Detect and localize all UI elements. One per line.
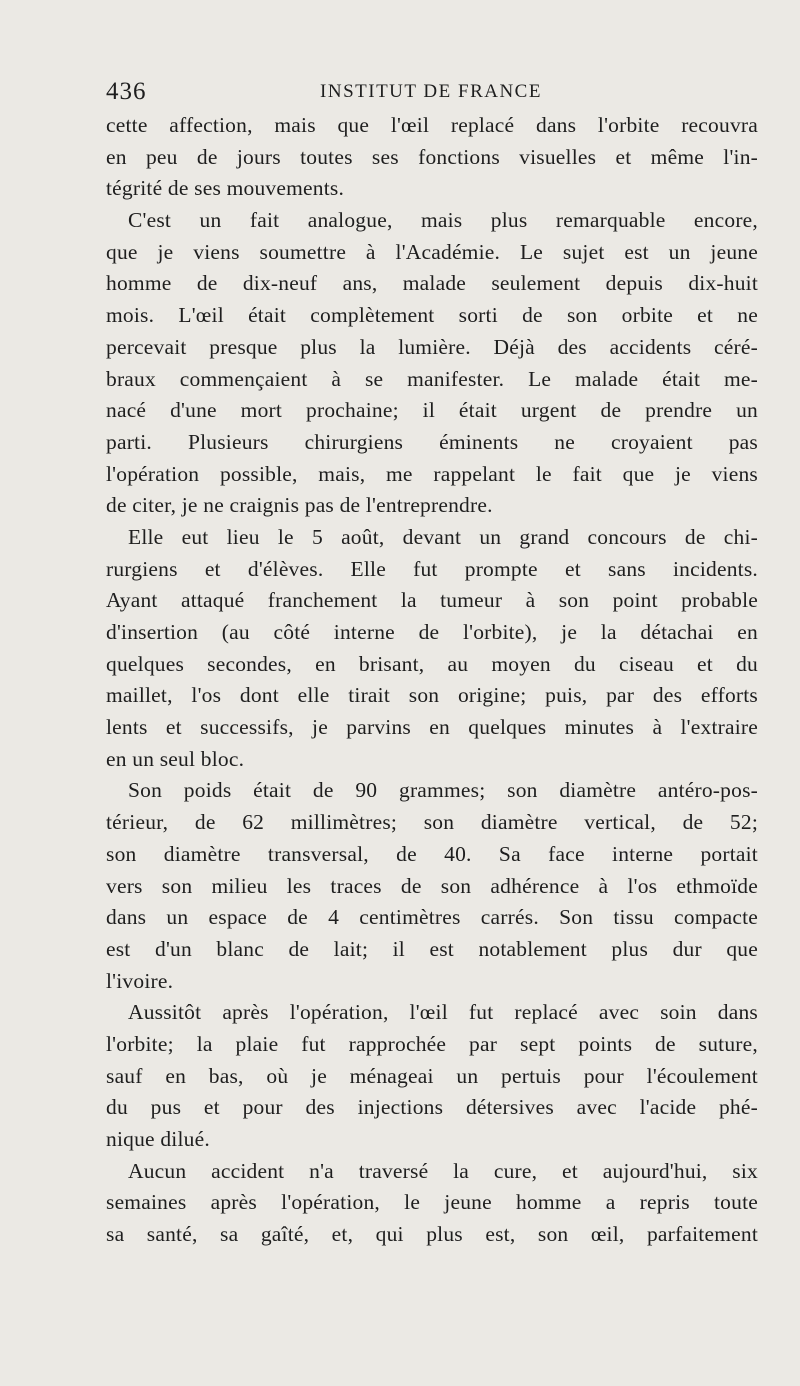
text-line: semaines après l'opération, le jeune homme a repris toute: [106, 1190, 758, 1215]
text-line: dans un espace de 4 centimètres carrés. Son tissu compacte: [106, 905, 758, 930]
paragraph: [106, 997, 758, 1155]
text-line: est d'un blanc de lait; il est notablement plus dur que: [106, 936, 758, 961]
text-line: Aussitôt après l'opération, l'œil fut replacé avec soin dans: [128, 1000, 758, 1025]
text-line: lents et successifs, je parvins en quelques minutes à l'extraire: [106, 715, 758, 740]
text-line: l'opération possible, mais, me rappelant le fait que je viens: [106, 461, 758, 486]
paragraph: [106, 522, 758, 776]
text-line: Son poids était de 90 grammes; son diamètre antéro-pos-: [128, 778, 758, 803]
text-line: sauf en bas, où je ménageai un pertuis pour l'écoulement: [106, 1063, 758, 1088]
text-line: en un seul bloc.: [106, 746, 245, 771]
text-line: en peu de jours toutes ses fonctions visuelles et même l'in-: [106, 144, 758, 169]
text-line: vers son milieu les traces de son adhérence à l'os ethmoïde: [106, 873, 758, 898]
text-line: d'insertion (au côté interne de l'orbite), je la détachai en: [106, 620, 758, 644]
running-head: INSTITUT DE FRANCE: [320, 81, 542, 102]
text-line: de citer, je ne craignis pas de l'entreprendre.: [106, 493, 493, 518]
text-line: homme de dix-neuf ans, malade seulement depuis dix-huit: [106, 271, 758, 296]
text-line: nacé d'une mort prochaine; il était urgent de prendre un: [106, 398, 758, 423]
text-line: du pus et pour des injections détersives avec l'acide phé-: [106, 1095, 758, 1120]
page-header: [106, 78, 756, 108]
text-line: sa santé, sa gaîté, et, qui plus est, son œil, parfaitement: [106, 1222, 758, 1247]
text-line: C'est un fait analogue, mais plus remarquable encore,: [128, 208, 758, 233]
text-line: son diamètre transversal, de 40. Sa face interne portait: [106, 841, 758, 866]
text-line: l'orbite; la plaie fut rapprochée par sept points de suture,: [106, 1031, 758, 1056]
page-number: 436: [106, 78, 147, 105]
text-line: que je viens soumettre à l'Académie. Le sujet est un jeune: [106, 239, 758, 264]
text-line: nique dilué.: [106, 1127, 210, 1151]
text-line: Aucun accident n'a traversé la cure, et aujourd'hui, six: [128, 1158, 758, 1183]
text-line: parti. Plusieurs chirurgiens éminents ne croyaient pas: [106, 429, 758, 454]
text-line: mois. L'œil était complètement sorti de son orbite et ne: [106, 303, 758, 328]
text-line: térieur, de 62 millimètres; son diamètre vertical, de 52;: [106, 810, 758, 835]
paragraph: [106, 110, 758, 205]
paragraph: [106, 1156, 758, 1251]
text-line: tégrité de ses mouvements.: [106, 176, 345, 201]
text-line: Elle eut lieu le 5 août, devant un grand concours de chi-: [128, 524, 758, 549]
text-line: braux commençaient à se manifester. Le malade était me-: [106, 366, 758, 391]
text-line: maillet, l'os dont elle tirait son origine; puis, par des efforts: [106, 683, 758, 708]
text-line: rurgiens et d'élèves. Elle fut prompte et sans incidents.: [106, 556, 758, 581]
text-line: cette affection, mais que l'œil replacé dans l'orbite recouvra: [106, 113, 758, 137]
text-line: quelques secondes, en brisant, au moyen du ciseau et du: [106, 651, 758, 676]
paragraph: [106, 775, 758, 997]
text-line: l'ivoire.: [106, 968, 174, 993]
paragraph: [106, 205, 758, 522]
text-line: Ayant attaqué franchement la tumeur à son point probable: [106, 588, 758, 613]
body-text: [106, 110, 758, 1251]
text-line: percevait presque plus la lumière. Déjà des accidents céré-: [106, 334, 758, 359]
